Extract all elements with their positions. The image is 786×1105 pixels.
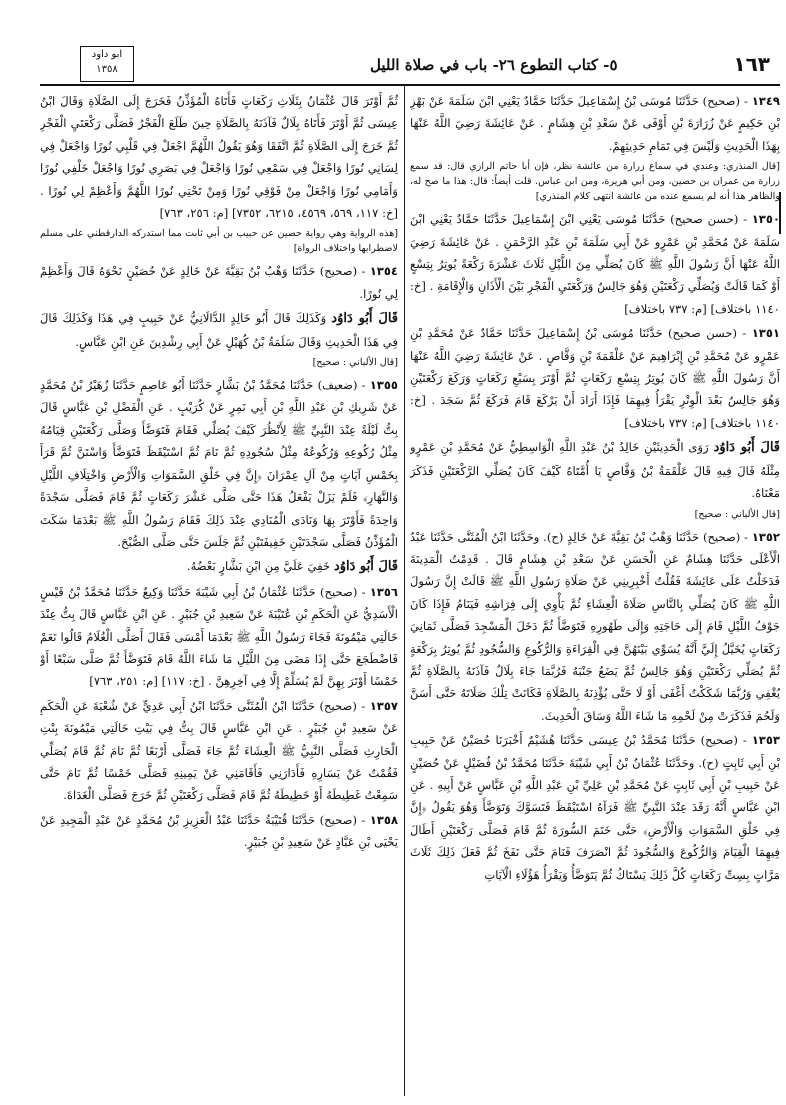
hadith-entry: ١٣٤٩ - (صحيح) حَدَّثَنَا مُوسَى بْنُ إِسْمَاعِيلَ حَدَّثَنَا حَمَّادٌ يَعْنِي ابْنَ سَلَمَةَ عَنْ بَهْزِ بْنِ حَكِيمٍ عَنْ زُرَارَةَ بْنِ أَوْفَى عَنْ سَعْدِ بْنِ هِشَامٍ . عَنْ عَائِشَةَ رَضِيَ اللَّهُ عَنْهَا بِهَذَا الْحَدِيثِ وَلَيْسَ فِي تَمَامِ حَدِيثِهِمْ. <box>410 94 780 153</box>
hadith-entry: ١٣٥١ - (حسن صحيح) حَدَّثَنَا مُوسَى بْنُ إِسْمَاعِيلَ حَدَّثَنَا حَمَّادٌ عَنْ مُحَمَّدِ بْنِ عَمْرٍو عَنْ مُحَمَّدِ بْنِ إِبْرَاهِيمَ عَنْ عَلْقَمَةَ بْنِ وَقَّاصٍ . عَنْ عَائِشَةَ رَضِيَ اللَّهُ عَنْهَا أَنَّ رَسُولَ اللَّهِ ﷺ كَانَ يُوتِرُ بِتِسْعِ رَكَعَاتٍ ثُمَّ أَوْتَرَ بِسَبْعِ رَكَعَاتٍ وَرَكَعَ رَكْعَتَيْنِ وَهُوَ جَالِسٌ بَعْدَ الْوِتْرِ يَقْرَأُ فِيهِمَا فَإِذَا أَرَادَ أَنْ يَرْكَعَ قَامَ فَرَكَعَ ثُمَّ سَجَدَ . [خ: ١١٤٠ باختلاف] [م: ٧٣٧ باختلاف] <box>410 326 780 430</box>
hadith-entry: ١٣٥٣ - (صحيح) حَدَّثَنَا مُحَمَّدُ بْنُ عِيسَى حَدَّثَنَا هُشَيْمٌ أَخْبَرَنَا حُصَيْنٌ عَنْ حَبِيبِ بْنِ أَبِي ثَابِتٍ (ح). وحَدَّثَنَا عُثْمَانُ بْنُ أَبِي شَيْبَةَ حَدَّثَنَا مُحَمَّدُ بْنُ فُضَيْلٍ عَنْ حُصَيْنٍ عَنْ حَبِيبِ بْنِ أَبِي ثَابِتٍ عَنْ مُحَمَّدِ بْنِ عَلِيِّ بْنِ عَبْدِ اللَّهِ بْنِ عَبَّاسٍ عَنْ أَبِيهِ . عَنِ ابْنِ عَبَّاسٍ أَنَّهُ رَقَدَ عِنْدَ النَّبِيِّ ﷺ فَرَآهُ اسْتَيْقَظَ فَتَسَوَّكَ وَتَوَضَّأَ وَهُوَ يَقُولُ ﴿إِنَّ فِي خَلْقِ السَّمَوَاتِ وَالْأَرْضِ﴾ حَتَّى خَتَمَ السُّورَةَ ثُمَّ قَامَ فَصَلَّى رَكْعَتَيْنِ أَطَالَ فِيهِمَا الْقِيَامَ وَالرُّكُوعَ وَالسُّجُودَ ثُمَّ انْصَرَفَ فَنَامَ حَتَّى نَفَخَ ثُمَّ فَعَلَ ذَلِكَ ثَلَاثَ مَرَّاتٍ بِسِتِّ رَكَعَاتٍ كُلَّ ذَلِكَ يَسْتَاكُ ثُمَّ يَتَوَضَّأُ وَيَقْرَأُ هَؤُلَاءِ الْآيَاتِ <box>410 733 780 882</box>
hadith-text: حَدَّثَنَا وَهْبُ بْنُ بَقِيَّةَ عَنْ خَالِدٍ عَنْ حُصَيْنٍ نَحْوَهُ قَالَ وَأَعْظِمْ لِي نُورًا. <box>40 264 398 301</box>
left-column <box>40 90 398 1095</box>
hadith-number: ١٣٥١ <box>751 326 780 341</box>
hadith-entry <box>40 555 398 578</box>
editor-note: [قال الألباني : صحيح] <box>694 508 780 520</box>
hadith-entry: ١٣٥٠ - (حسن صحيح) حَدَّثَنَا مُوسَى يَعْنِي ابْنَ إِسْمَاعِيلَ حَدَّثَنَا حَمَّادٌ يَعْنِي ابْنَ سَلَمَةَ عَنْ مُحَمَّدِ بْنِ عَمْرٍو عَنْ أَبِي سَلَمَةَ بْنِ عَبْدِ الرَّحْمَنِ . عَنْ عَائِشَةَ رَضِيَ اللَّهُ عَنْهَا أَنَّ رَسُولَ اللَّهِ ﷺ كَانَ يُصَلِّي مِنَ اللَّيْلِ ثَلَاثَ عَشْرَةَ رَكْعَةً يُوتِرُ بِتِسْعٍ أَوْ كَمَا قَالَتْ وَيُصَلِّي رَكْعَتَيْنِ وَهُوَ جَالِسٌ وَرَكْعَتَيِ الْفَجْرِ بَيْنَ الْأَذَانِ وَالْإِقَامَةِ . [خ: ١١٤٠ باختلاف] [م: ٧٣٧ باختلاف] <box>410 212 780 316</box>
hadith-grade: (صحيح) <box>702 94 741 108</box>
hadith-entry <box>40 307 398 353</box>
hadith-text: حَدَّثَنَا مُحَمَّدُ بْنُ عِيسَى حَدَّثَنَا هُشَيْمٌ أَخْبَرَنَا حُصَيْنٌ عَنْ حَبِيبِ بْنِ أَبِي ثَابِتٍ (ح). وحَدَّثَنَا عُثْمَانُ بْنُ أَبِي شَيْبَةَ حَدَّثَنَا مُحَمَّدُ بْنُ فُضَيْلٍ عَنْ حُصَيْنٍ عَنْ حَبِيبِ بْنِ أَبِي ثَابِتٍ عَنْ مُحَمَّدِ بْنِ عَلِيِّ بْنِ عَبْدِ اللَّهِ بْنِ عَبَّاسٍ عَنْ أَبِيهِ . عَنِ ابْنِ عَبَّاسٍ أَنَّهُ رَقَدَ عِنْدَ النَّبِيِّ ﷺ فَرَآهُ اسْتَيْقَظَ فَتَسَوَّكَ وَتَوَضَّأَ وَهُوَ يَقُولُ ﴿إِنَّ فِي خَلْقِ السَّمَوَاتِ وَالْأَرْضِ﴾ حَتَّى خَتَمَ السُّورَةَ ثُمَّ قَامَ فَصَلَّى رَكْعَتَيْنِ أَطَالَ فِيهِمَا الْقِيَامَ وَالرُّكُوعَ وَالسُّجُودَ ثُمَّ انْصَرَفَ فَنَامَ حَتَّى نَفَخَ ثُمَّ فَعَلَ ذَلِكَ ثَلَاثَ مَرَّاتٍ بِسِتِّ رَكَعَاتٍ كُلَّ ذَلِكَ يَسْتَاكُ ثُمَّ يَتَوَضَّأُ وَيَقْرَأُ هَؤُلَاءِ الْآيَاتِ <box>410 733 780 882</box>
hadith-grade: (صحيح) <box>319 812 357 827</box>
hadith-text: حَدَّثَنَا مُحَمَّدُ بْنُ بَشَّارٍ حَدَّثَنَا أَبُو عَاصِمٍ حَدَّثَنَا زُهَيْرُ بْنُ مُحَمَّدٍ عَنْ شَرِيكِ بْنِ عَبْدِ اللَّهِ بْنِ أَبِي نَمِرٍ عَنْ كُرَيْبٍ . عَنِ الْفَضْلِ بْنِ عَبَّاسٍ قَالَ بِتُّ لَيْلَةً عِنْدَ النَّبِيِّ ﷺ لِأَنْظُرَ كَيْفَ يُصَلِّي فَقَامَ فَتَوَضَّأَ وَصَلَّى رَكْعَتَيْنِ قِيَامُهُ مِثْلُ رُكُوعِهِ وَرُكُوعُهُ مِثْلُ سُجُودِهِ ثُمَّ نَامَ ثُمَّ اسْتَيْقَظَ فَتَوَضَّأَ وَاسْتَنَّ ثُمَّ قَرَأَ بِخَمْسِ آيَاتٍ مِنْ آلِ عِمْرَانَ ﴿إِنَّ فِي خَلْقِ السَّمَوَاتِ وَالْأَرْضِ وَاخْتِلَافِ اللَّيْلِ وَالنَّهَارِ﴾ فَلَمْ يَزَلْ يَفْعَلُ هَذَا حَتَّى صَلَّى عَشْرَ رَكَعَاتٍ ثُمَّ قَامَ فَصَلَّى سَجْدَةً وَاحِدَةً فَأَوْتَرَ بِهَا وَنَادَى الْمُنَادِي عِنْدَ ذَلِكَ فَقَامَ رَسُولُ اللَّهِ ﷺ بَعْدَمَا سَكَتَ الْمُؤَذِّنُ فَصَلَّى سَجْدَتَيْنِ خَفِيفَتَيْنِ ثُمَّ جَلَسَ حَتَّى صَلَّى الصُّبْحَ. <box>40 378 398 549</box>
hadith-entry: ١٣٥٤ - (صحيح) حَدَّثَنَا وَهْبُ بْنُ بَقِيَّةَ عَنْ خَالِدٍ عَنْ حُصَيْنٍ نَحْوَهُ قَالَ وَأَعْظِمْ لِي نُورًا. <box>40 264 398 301</box>
hadith-grade: (صحيح) <box>702 529 741 544</box>
reference-box <box>80 46 134 82</box>
hadith-grade: (صحيح) <box>700 733 738 748</box>
hadith-entry: ١٣٥٦ - (صحيح) حَدَّثَنَا عُثْمَانُ بْنُ أَبِي شَيْبَةَ حَدَّثَنَا وَكِيعٌ حَدَّثَنَا مُحَمَّدُ بْنُ قَيْسٍ الْأَسَدِيُّ عَنِ الْحَكَمِ بْنِ عُتَيْبَةَ عَنْ سَعِيدِ بْنِ جُبَيْرٍ . عَنِ ابْنِ عَبَّاسٍ قَالَ بِتُّ عِنْدَ خَالَتِي مَيْمُونَةَ فَجَاءَ رَسُولُ اللَّهِ ﷺ بَعْدَمَا أَمْسَى فَقَالَ أَصَلَّى الْغُلَامُ قَالُوا نَعَمْ فَاضْطَجَعَ حَتَّى إِذَا مَضَى مِنَ اللَّيْلِ مَا شَاءَ اللَّهُ قَامَ فَتَوَضَّأَ ثُمَّ صَلَّى سَبْعًا أَوْ خَمْسًا أَوْتَرَ بِهِنَّ لَمْ يُسَلِّمْ إِلَّا فِي آخِرِهِنَّ . [خ: ١١٧] [م: ٢٥١، ٧٦٣] <box>40 584 398 689</box>
hadith-number: ١٣٥٢ <box>751 529 780 544</box>
editor-note: [هذه الرواية وهي رواية حصين عن حبيب بن أبي ثابت مما استدركه الدارقطني على مسلم لاضطرابها واختلاف الرواة] <box>40 228 398 255</box>
reference-box-book: ابو داود <box>91 49 123 60</box>
editor-note: [قال الألباني : صحيح] <box>312 357 398 369</box>
page-number: ١٦٣ <box>733 52 770 76</box>
hadith-number: ١٣٥٣ <box>751 733 780 748</box>
hadith-text: خَفِيَ عَلَيَّ مِنِ ابْنِ بَشَّارٍ بَعْضُهُ. <box>186 559 331 574</box>
hadith-text: ثُمَّ أَوْتَرَ قَالَ عُثْمَانُ بِثَلَاثِ رَكَعَاتٍ فَأَتَاهُ الْمُؤَذِّنُ فَخَرَجَ إِلَى الصَّلَاةِ وَقَالَ ابْنُ عِيسَى ثُمَّ أَوْتَرَ فَأَتَاهُ بِلَالٌ فَآذَنَهُ بِالصَّلَاةِ حِينَ طَلَعَ الْفَجْرُ فَصَلَّى رَكْعَتَيِ الْفَجْرِ ثُمَّ خَرَجَ إِلَى الصَّلَاةِ ثُمَّ اتَّفَقَا وَهُوَ يَقُولُ اللَّهُمَّ اجْعَلْ فِي قَلْبِي نُورًا وَاجْعَلْ فِي لِسَانِي نُورًا وَاجْعَلْ فِي سَمْعِي نُورًا وَاجْعَلْ فِي بَصَرِي نُورًا وَاجْعَلْ خَلْفِي نُورًا وَأَمَامِي نُورًا وَاجْعَلْ مِنْ فَوْقِي نُورًا وَمِنْ تَحْتِي نُورًا اللَّهُمَّ وَأَعْظِمْ لِي نُورًا . [خ: ١١٧، ٥٦٩، ٤٥٦٩، ٦٢١٥، ٧٣٥٢] [م: ٢٥٦، ٧٦٣] <box>40 94 398 221</box>
hadith-number: ١٣٥٦ <box>369 584 398 599</box>
hadith-text: حَدَّثَنَا وَهْبُ بْنُ بَقِيَّةَ عَنْ خَالِدٍ (ح). وحَدَّثَنَا ابْنُ الْمُثَنَّى حَدَّثَنَا عَبْدُ الْأَعْلَى حَدَّثَنَا هِشَامٌ عَنِ الْحَسَنِ عَنْ سَعْدِ بْنِ هِشَامٍ قَالَ . قَدِمْتُ الْمَدِينَةَ فَدَخَلْتُ عَلَى عَائِشَةَ فَقُلْتُ أَخْبِرِينِي عَنْ صَلَاةِ رَسُولِ اللَّهِ ﷺ قَالَتْ إِنَّ رَسُولَ اللَّهِ ﷺ كَانَ يُصَلِّي بِالنَّاسِ صَلَاةَ الْعِشَاءِ ثُمَّ يَأْوِي إِلَى فِرَاشِهِ فَيَنَامُ فَإِذَا كَانَ جَوْفُ اللَّيْلِ قَامَ إِلَى حَاجَتِهِ وَإِلَى طَهُورِهِ فَتَوَضَّأَ ثُمَّ دَخَلَ الْمَسْجِدَ فَصَلَّى ثَمَانِيَ رَكَعَاتٍ يُخَيَّلُ إِلَيَّ أَنَّهُ يُسَوِّي بَيْنَهُنَّ فِي الْقِرَاءَةِ وَالرُّكُوعِ وَالسُّجُودِ ثُمَّ يُوتِرُ بِرَكْعَةٍ ثُمَّ يُصَلِّي رَكْعَتَيْنِ وَهُوَ جَالِسٌ ثُمَّ يَضَعُ جَنْبَهُ فَرُبَّمَا جَاءَ بِلَالٌ فَآذَنَهُ بِالصَّلَاةِ ثُمَّ يُغْفِي وَرُبَّمَا شَكَكْتُ أَغْفَى أَوْ لَا حَتَّى يُؤْذِنَهُ بِالصَّلَاةِ فَكَانَتْ تِلْكَ صَلَاتَهُ حَتَّى أَسَنَّ وَلَحُمَ فَذَكَرَتْ مِنْ لَحْمِهِ مَا شَاءَ اللَّهُ وَسَاقَ الْحَدِيثَ. <box>410 529 780 723</box>
page-header <box>40 46 780 82</box>
hadith-text: حَدَّثَنَا ابْنُ الْمُثَنَّى حَدَّثَنَا ابْنُ أَبِي عَدِيٍّ عَنْ شُعْبَةَ عَنِ الْحَكَمِ عَنْ سَعِيدِ بْنِ جُبَيْرٍ . عَنِ ابْنِ عَبَّاسٍ قَالَ بِتُّ فِي بَيْتِ خَالَتِي مَيْمُونَةَ بِنْتِ الْحَارِثِ فَصَلَّى النَّبِيُّ ﷺ الْعِشَاءَ ثُمَّ جَاءَ فَصَلَّى أَرْبَعًا ثُمَّ نَامَ ثُمَّ قَامَ يُصَلِّي فَقُمْتُ عَنْ يَسَارِهِ فَأَدَارَنِي فَأَقَامَنِي عَنْ يَمِينِهِ فَصَلَّى خَمْسًا ثُمَّ نَامَ حَتَّى سَمِعْتُ غَطِيطَهُ أَوْ خَطِيطَهُ ثُمَّ قَامَ فَصَلَّى رَكْعَتَيْنِ ثُمَّ خَرَجَ فَصَلَّى الْغَدَاةَ. <box>40 698 398 803</box>
hadith-number: ١٣٥٤ <box>369 264 398 279</box>
hadith-number: ١٣٥٧ <box>369 698 398 713</box>
hadith-number: ١٣٥٠ <box>751 212 780 227</box>
hadith-number: ١٣٥٨ <box>369 812 398 827</box>
hadith-grade: (صحيح) <box>319 698 357 713</box>
hadith-text: حَدَّثَنَا مُوسَى يَعْنِي ابْنَ إِسْمَاعِيلَ حَدَّثَنَا حَمَّادٌ يَعْنِي ابْنَ سَلَمَةَ عَنْ مُحَمَّدِ بْنِ عَمْرٍو عَنْ أَبِي سَلَمَةَ بْنِ عَبْدِ الرَّحْمَنِ . عَنْ عَائِشَةَ رَضِيَ اللَّهُ عَنْهَا أَنَّ رَسُولَ اللَّهِ ﷺ كَانَ يُصَلِّي مِنَ اللَّيْلِ ثَلَاثَ عَشْرَةَ رَكْعَةً يُوتِرُ بِتِسْعٍ أَوْ كَمَا قَالَتْ وَيُصَلِّي رَكْعَتَيْنِ وَهُوَ جَالِسٌ وَرَكْعَتَيِ الْفَجْرِ بَيْنَ الْأَذَانِ وَالْإِقَامَةِ . [خ: ١١٤٠ باختلاف] [م: ٧٣٧ باختلاف] <box>410 212 780 316</box>
hadith-text: حَدَّثَنَا مُوسَى بْنُ إِسْمَاعِيلَ حَدَّثَنَا حَمَّادٌ يَعْنِي ابْنَ سَلَمَةَ عَنْ بَهْزِ بْنِ حَكِيمٍ عَنْ زُرَارَةَ بْنِ أَوْفَى عَنْ سَعْدِ بْنِ هِشَامٍ . عَنْ عَائِشَةَ رَضِيَ اللَّهُ عَنْهَا بِهَذَا الْحَدِيثِ وَلَيْسَ فِي تَمَامِ حَدِيثِهِمْ. <box>410 94 780 153</box>
hadith-text: رَوَى الْحَدِيثَيْنِ خَالِدُ بْنُ عَبْدِ اللَّهِ الْوَاسِطِيُّ عَنْ مُحَمَّدِ بْنِ عَمْرٍو مِثْلَهُ قَالَ فِيهِ قَالَ عَلْقَمَةُ بْنُ وَقَّاصٍ يَا أُمَّتَاهُ كَيْفَ كَانَ يُصَلِّي الرَّكْعَتَيْنِ فَذَكَرَ مَعْنَاهُ. <box>410 440 780 501</box>
hadith-grade: (حسن صحيح) <box>668 326 738 341</box>
abu-dawud-remark: قَالَ أَبُو دَاوُد <box>331 311 398 327</box>
hadith-grade: (ضعيف) <box>317 378 358 393</box>
hadith-entry: ١٣٥٨ - (صحيح) حَدَّثَنَا قُتَيْبَةُ حَدَّثَنَا عَبْدُ الْعَزِيزِ بْنُ مُحَمَّدٍ عَنْ عَبْدِ الْمَجِيدِ عَنْ يَحْيَى بْنِ عَبَّادٍ عَنْ سَعِيدِ بْنِ جُبَيْرٍ. <box>40 812 398 850</box>
hadith-grade: (حسن صحيح) <box>670 212 739 227</box>
hadith-entry: ١٣٥٧ - (صحيح) حَدَّثَنَا ابْنُ الْمُثَنَّى حَدَّثَنَا ابْنُ أَبِي عَدِيٍّ عَنْ شُعْبَةَ عَنِ الْحَكَمِ عَنْ سَعِيدِ بْنِ جُبَيْرٍ . عَنِ ابْنِ عَبَّاسٍ قَالَ بِتُّ فِي بَيْتِ خَالَتِي مَيْمُونَةَ بِنْتِ الْحَارِثِ فَصَلَّى النَّبِيُّ ﷺ الْعِشَاءَ ثُمَّ جَاءَ فَصَلَّى أَرْبَعًا ثُمَّ نَامَ ثُمَّ قَامَ يُصَلِّي فَقُمْتُ عَنْ يَسَارِهِ فَأَدَارَنِي فَأَقَامَنِي عَنْ يَمِينِهِ فَصَلَّى خَمْسًا ثُمَّ نَامَ حَتَّى سَمِعْتُ غَطِيطَهُ أَوْ خَطِيطَهُ ثُمَّ قَامَ فَصَلَّى رَكْعَتَيْنِ ثُمَّ خَرَجَ فَصَلَّى الْغَدَاةَ. <box>40 698 398 803</box>
hadith-text: حَدَّثَنَا مُوسَى بْنُ إِسْمَاعِيلَ حَدَّثَنَا حَمَّادٌ عَنْ مُحَمَّدِ بْنِ عَمْرٍو عَنْ مُحَمَّدِ بْنِ إِبْرَاهِيمَ عَنْ عَلْقَمَةَ بْنِ وَقَّاصٍ . عَنْ عَائِشَةَ رَضِيَ اللَّهُ عَنْهَا أَنَّ رَسُولَ اللَّهِ ﷺ كَانَ يُوتِرُ بِتِسْعِ رَكَعَاتٍ ثُمَّ أَوْتَرَ بِسَبْعِ رَكَعَاتٍ وَرَكَعَ رَكْعَتَيْنِ وَهُوَ جَالِسٌ بَعْدَ الْوِتْرِ يَقْرَأُ فِيهِمَا فَإِذَا أَرَادَ أَنْ يَرْكَعَ قَامَ فَرَكَعَ ثُمَّ سَجَدَ . [خ: ١١٤٠ باختلاف] [م: ٧٣٧ باختلاف] <box>410 326 780 430</box>
abu-dawud-remark: قَالَ أَبُو دَاوُد <box>333 559 398 575</box>
hadith-entry <box>40 90 398 224</box>
hadith-number: ١٣٤٩ <box>751 94 780 108</box>
hadith-entry: ١٣٥٢ - (صحيح) حَدَّثَنَا وَهْبُ بْنُ بَقِيَّةَ عَنْ خَالِدٍ (ح). وحَدَّثَنَا ابْنُ الْمُثَنَّى حَدَّثَنَا عَبْدُ الْأَعْلَى حَدَّثَنَا هِشَامٌ عَنِ الْحَسَنِ عَنْ سَعْدِ بْنِ هِشَامٍ قَالَ . قَدِمْتُ الْمَدِينَةَ فَدَخَلْتُ عَلَى عَائِشَةَ فَقُلْتُ أَخْبِرِينِي عَنْ صَلَاةِ رَسُولِ اللَّهِ ﷺ قَالَتْ إِنَّ رَسُولَ اللَّهِ ﷺ كَانَ يُصَلِّي بِالنَّاسِ صَلَاةَ الْعِشَاءِ ثُمَّ يَأْوِي إِلَى فِرَاشِهِ فَيَنَامُ فَإِذَا كَانَ جَوْفُ اللَّيْلِ قَامَ إِلَى حَاجَتِهِ وَإِلَى طَهُورِهِ فَتَوَضَّأَ ثُمَّ دَخَلَ الْمَسْجِدَ فَصَلَّى ثَمَانِيَ رَكَعَاتٍ يُخَيَّلُ إِلَيَّ أَنَّهُ يُسَوِّي بَيْنَهُنَّ فِي الْقِرَاءَةِ وَالرُّكُوعِ وَالسُّجُودِ ثُمَّ يُوتِرُ بِرَكْعَةٍ ثُمَّ يُصَلِّي رَكْعَتَيْنِ وَهُوَ جَالِسٌ ثُمَّ يَضَعُ جَنْبَهُ فَرُبَّمَا جَاءَ بِلَالٌ فَآذَنَهُ بِالصَّلَاةِ ثُمَّ يُغْفِي وَرُبَّمَا شَكَكْتُ أَغْفَى أَوْ لَا حَتَّى يُؤْذِنَهُ بِالصَّلَاةِ فَكَانَتْ تِلْكَ صَلَاتَهُ حَتَّى أَسَنَّ وَلَحُمَ فَذَكَرَتْ مِنْ لَحْمِهِ مَا شَاءَ اللَّهُ وَسَاقَ الْحَدِيثَ. <box>410 529 780 723</box>
editor-note: [قال المنذري: وعندي في سماع زرارة من عائشة نظر، فإن أبا حاتم الرازي قال: قد سمع زرارة من عمران بن حصين، ومن أبي هريرة، ومن ابن عباس. قلت أيضاً: قال: هذا ما صح له، والظاهر هذا أنه لم يسمع عنده من عائشة انتهى كلام المنذري] <box>410 161 780 203</box>
hadith-text: حَدَّثَنَا قُتَيْبَةُ حَدَّثَنَا عَبْدُ الْعَزِيزِ بْنُ مُحَمَّدٍ عَنْ عَبْدِ الْمَجِيدِ عَنْ يَحْيَى بْنِ عَبَّادٍ عَنْ سَعِيدِ بْنِ جُبَيْرٍ. <box>40 812 398 850</box>
hadith-entry: ١٣٥٥ - (ضعيف) حَدَّثَنَا مُحَمَّدُ بْنُ بَشَّارٍ حَدَّثَنَا أَبُو عَاصِمٍ حَدَّثَنَا زُهَيْرُ بْنُ مُحَمَّدٍ عَنْ شَرِيكِ بْنِ عَبْدِ اللَّهِ بْنِ أَبِي نَمِرٍ عَنْ كُرَيْبٍ . عَنِ الْفَضْلِ بْنِ عَبَّاسٍ قَالَ بِتُّ لَيْلَةً عِنْدَ النَّبِيِّ ﷺ لِأَنْظُرَ كَيْفَ يُصَلِّي فَقَامَ فَتَوَضَّأَ وَصَلَّى رَكْعَتَيْنِ قِيَامُهُ مِثْلُ رُكُوعِهِ وَرُكُوعُهُ مِثْلُ سُجُودِهِ ثُمَّ نَامَ ثُمَّ اسْتَيْقَظَ فَتَوَضَّأَ وَاسْتَنَّ ثُمَّ قَرَأَ بِخَمْسِ آيَاتٍ مِنْ آلِ عِمْرَانَ ﴿إِنَّ فِي خَلْقِ السَّمَوَاتِ وَالْأَرْضِ وَاخْتِلَافِ اللَّيْلِ وَالنَّهَارِ﴾ فَلَمْ يَزَلْ يَفْعَلُ هَذَا حَتَّى صَلَّى عَشْرَ رَكَعَاتٍ ثُمَّ قَامَ فَصَلَّى سَجْدَةً وَاحِدَةً فَأَوْتَرَ بِهَا وَنَادَى الْمُنَادِي عِنْدَ ذَلِكَ فَقَامَ رَسُولُ اللَّهِ ﷺ بَعْدَمَا سَكَتَ الْمُؤَذِّنُ فَصَلَّى سَجْدَتَيْنِ خَفِيفَتَيْنِ ثُمَّ جَلَسَ حَتَّى صَلَّى الصُّبْحَ. <box>40 378 398 549</box>
chapter-title: ٥- كتاب التطوع ٢٦- باب في صلاة الليل <box>370 56 618 74</box>
header-divider <box>40 84 780 86</box>
hadith-text: حَدَّثَنَا عُثْمَانُ بْنُ أَبِي شَيْبَةَ حَدَّثَنَا وَكِيعٌ حَدَّثَنَا مُحَمَّدُ بْنُ قَيْسٍ الْأَسَدِيُّ عَنِ الْحَكَمِ بْنِ عُتَيْبَةَ عَنْ سَعِيدِ بْنِ جُبَيْرٍ . عَنِ ابْنِ عَبَّاسٍ قَالَ بِتُّ عِنْدَ خَالَتِي مَيْمُونَةَ فَجَاءَ رَسُولُ اللَّهِ ﷺ بَعْدَمَا أَمْسَى فَقَالَ أَصَلَّى الْغُلَامُ قَالُوا نَعَمْ فَاضْطَجَعَ حَتَّى إِذَا مَضَى مِنَ اللَّيْلِ مَا شَاءَ اللَّهُ قَامَ فَتَوَضَّأَ ثُمَّ صَلَّى سَبْعًا أَوْ خَمْسًا أَوْتَرَ بِهِنَّ لَمْ يُسَلِّمْ إِلَّا فِي آخِرِهِنَّ . [خ: ١١٧] [م: ٢٥١، ٧٦٣] <box>40 584 398 689</box>
reference-box-number: ١٣٥٨ <box>96 64 118 75</box>
column-divider <box>404 86 405 1096</box>
abu-dawud-remark: قَالَ أَبُو دَاوُد <box>713 440 780 456</box>
hadith-grade: (صحيح) <box>320 584 358 599</box>
hadith-grade: (صحيح) <box>319 264 358 279</box>
hadith-text: وَكَذَلِكَ قَالَ أَبُو خَالِدٍ الدَّالَانِيُّ عَنْ حَبِيبٍ فِي هَذَا وَكَذَلِكَ قَالَ فِي هَذَا الْحَدِيثِ وَقَالَ سَلَمَةُ بْنُ كُهَيْلٍ عَنْ أَبِي رِشْدِينَ عَنِ ابْنِ عَبَّاسٍ. <box>40 311 398 349</box>
right-column <box>410 90 780 1095</box>
hadith-entry <box>410 436 780 504</box>
hadith-number: ١٣٥٥ <box>369 378 398 393</box>
